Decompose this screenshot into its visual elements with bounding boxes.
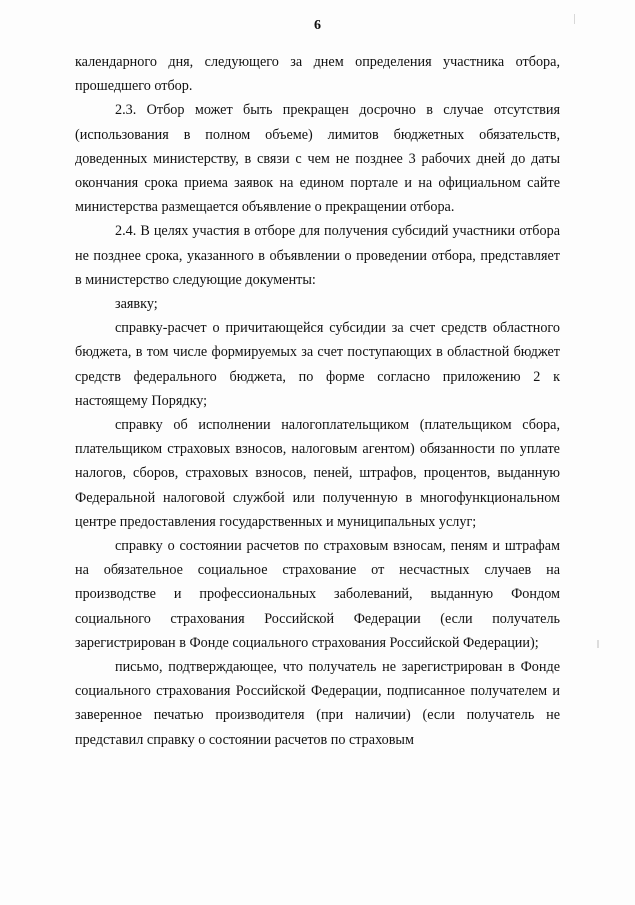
scan-artifact xyxy=(597,640,599,648)
list-item-spravka-raschet: справку-расчет о причитающейся субсидии за счет средств областного бюджета, в том числе формируемых за счет поступающих в областной бюджет средств федерального бюджета, по форме согласно приложению 2 к настоящему Порядку; xyxy=(75,320,560,409)
document-body xyxy=(75,50,560,752)
paragraph-clause-2-4: 2.4. В целях участия в отборе для получения субсидий участники отбора не позднее срока, указанного в объявлении о проведении отбора, представляет в министерство следующие документы: xyxy=(75,223,560,288)
scan-artifact xyxy=(574,14,575,24)
paragraph-clause-2-3: 2.3. Отбор может быть прекращен досрочно в случае отсутствия (использования в полном объеме) лимитов бюджетных обязательств, доведенных министерству, в связи с чем не позднее 3 рабочих дней до даты окончания срока приема заявок на едином портале и на официальном сайте министерства размещается объявление о прекращении отбора. xyxy=(75,102,560,216)
paragraph-continuation: календарного дня, следующего за днем определения участника отбора, прошедшего отбор. xyxy=(75,54,560,95)
list-item-zayavka: заявку; xyxy=(115,296,158,313)
list-item-spravka-fss: справку о состоянии расчетов по страховым взносам, пеням и штрафам на обязательное социальное страхование от несчастных случаев на производстве и профессиональных заболеваний, выданную Фондом социального страхования Российской Федерации (если получатель зарегистрирован в Фонде социального страхования Российской Федерации); xyxy=(75,538,560,651)
page-number: 6 xyxy=(314,18,321,33)
list-item-spravka-nalog: справку об исполнении налогоплательщиком (плательщиком сбора, плательщиком страховых взносов, налоговым агентом) обязанности по уплате налогов, сборов, страховых взносов, пеней, штрафов, процентов, выданную Федеральной налоговой службой или полученную в многофункциональном центре предоставления государственных и муниципальных услуг; xyxy=(75,417,560,530)
list-item-pismo: письмо, подтверждающее, что получатель не зарегистрирован в Фонде социального страхования Российской Федерации, подписанное получателем и заверенное печатью производителя (при наличии) (если получатель не представил справку о состоянии расчетов по страховым xyxy=(75,659,560,748)
